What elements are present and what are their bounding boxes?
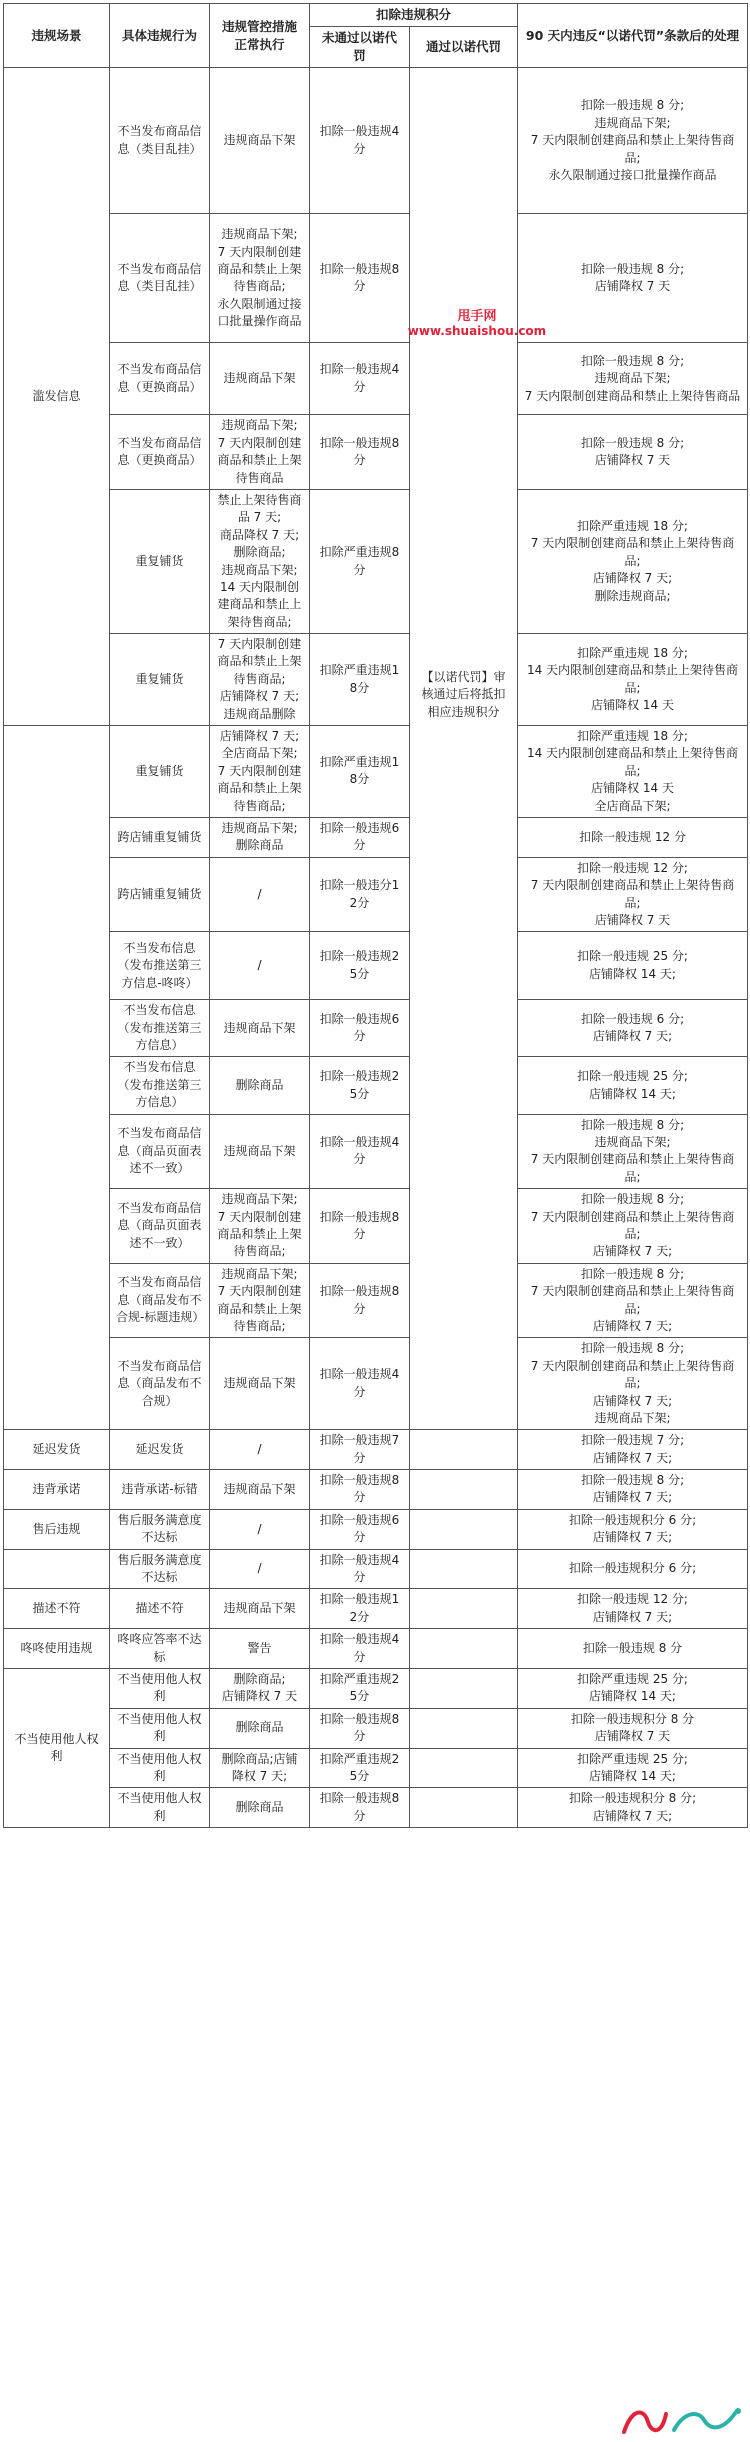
deduct-cell-text: 扣除严重违规18分 (319, 755, 400, 787)
behavior-cell-text: 不当使用他人权利 (117, 1711, 202, 1744)
deduct-cell-text: 扣除一般违规8分 (319, 1473, 400, 1505)
deduct-cell (310, 489, 410, 633)
control-cell (210, 634, 310, 726)
control-cell-text: / (257, 958, 262, 973)
control-cell (210, 415, 310, 490)
control-cell-text: 删除商品 (235, 1720, 284, 1735)
control-cell (210, 1114, 310, 1189)
deduct-cell-text: 扣除一般违规8分 (319, 1284, 400, 1316)
control-cell-text: 警告 (247, 1640, 272, 1655)
behavior-cell-text: 咚咚应答率不达标 (117, 1632, 202, 1664)
deduct-cell-text: 扣除一般违规8分 (319, 261, 400, 294)
corner-logo-icon (618, 2404, 746, 2438)
ninety-cell (518, 1000, 748, 1057)
table-row (4, 1338, 748, 1430)
ninety-cell (518, 1189, 748, 1264)
ninety-cell (518, 1430, 748, 1470)
table-row (4, 68, 748, 214)
ninety-cell (518, 1549, 748, 1589)
control-cell-text: / (257, 1441, 262, 1456)
ninety-cell (518, 214, 748, 343)
ninety-cell (518, 1788, 748, 1828)
ninety-cell-text: 扣除一般违规 8 分; 违规商品下架; 7 天内限制创建商品和禁止上架待售商品; (530, 1117, 735, 1184)
deduct-cell-text: 扣除一般违规6分 (319, 820, 400, 853)
pass-cell (410, 1549, 518, 1589)
table-row (4, 1189, 748, 1264)
table-row (4, 1549, 748, 1589)
control-cell-text: 店铺降权 7 天; 全店商品下架; 7 天内限制创建商品和禁止上架待售商品; (217, 729, 302, 813)
behavior-cell (110, 932, 210, 1000)
table-body (4, 68, 748, 1828)
deduct-cell-text: 扣除一般违规25分 (319, 949, 400, 981)
ninety-cell-text: 扣除一般违规积分 6 分; (568, 1561, 697, 1576)
ninety-cell-text: 扣除严重违规 25 分; 店铺降权 14 天; (577, 1751, 688, 1783)
table-row (4, 1788, 748, 1828)
behavior-cell-text: 不当发布商品信息（商品页面表述不一致） (117, 1200, 202, 1250)
control-cell (210, 1470, 310, 1510)
deduct-cell (310, 1338, 410, 1430)
ninety-cell (518, 1338, 748, 1430)
behavior-cell-text: 不当发布商品信息（类目乱挂） (117, 261, 202, 294)
ninety-cell (518, 1668, 748, 1708)
behavior-cell-text: 不当发布商品信息（更换商品） (117, 362, 202, 394)
control-cell (210, 932, 310, 1000)
pass-cell (410, 1509, 518, 1549)
deduct-cell (310, 68, 410, 214)
ninety-cell-text: 扣除一般违规 12 分; 店铺降权 7 天; (577, 1592, 688, 1624)
ninety-cell-text: 扣除严重违规 18 分; 14 天内限制创建商品和禁止上架待售商品; 店铺降权 14 天 全店商品下架; (526, 729, 739, 813)
control-cell (210, 1430, 310, 1470)
behavior-cell-text: 重复铺货 (135, 671, 184, 686)
behavior-cell-text: 不当发布商品信息（商品发布不合规） (117, 1358, 202, 1408)
deduct-cell (310, 1189, 410, 1264)
deduct-cell (310, 1708, 410, 1748)
header-scene: 违规场景 (4, 4, 110, 68)
ninety-cell (518, 817, 748, 857)
deduct-cell (310, 214, 410, 343)
deduct-cell-text: 扣除严重违规25分 (319, 1751, 400, 1783)
deduct-cell (310, 857, 410, 932)
ninety-cell-text: 扣除一般违规 8 分; 违规商品下架; 7 天内限制创建商品和禁止上架待售商品; 永久限制通过接口批量操作商品 (530, 98, 735, 182)
deduct-cell-text: 扣除一般违分12分 (319, 878, 400, 910)
behavior-cell-text: 不当发布商品信息（商品发布不合规-标题违规） (116, 1275, 205, 1325)
pass-cell (410, 1668, 518, 1708)
deduct-cell-text: 扣除严重违规25分 (319, 1671, 400, 1704)
control-cell-text: 7 天内限制创建商品和禁止上架待售商品; 店铺降权 7 天; 违规商品删除 (217, 637, 302, 721)
control-cell (210, 1629, 310, 1669)
header-row-top (4, 4, 748, 27)
ninety-cell-text: 扣除严重违规 25 分; 店铺降权 14 天; (577, 1671, 688, 1704)
behavior-cell (110, 817, 210, 857)
pass-merged-text: 【以诺代罚】审核通过后将抵扣相应违规积分 (421, 669, 506, 719)
control-cell (210, 489, 310, 633)
deduct-cell-text: 扣除一般违规6分 (319, 1012, 400, 1044)
behavior-cell-text: 不当发布商品信息（商品页面表述不一致） (117, 1126, 202, 1176)
behavior-cell (110, 1470, 210, 1510)
control-cell (210, 1748, 310, 1788)
ninety-cell-text: 扣除一般违规 8 分; 7 天内限制创建商品和禁止上架待售商品; 店铺降权 7 天; 违规商品下架; (530, 1341, 735, 1425)
control-cell-text: 违规商品下架 (223, 1376, 296, 1391)
behavior-cell (110, 1589, 210, 1629)
behavior-cell-text: 不当发布商品信息（类目乱挂） (117, 124, 202, 156)
control-cell-text: 删除商品; 店铺降权 7 天 (221, 1671, 298, 1704)
behavior-cell-text: 跨店铺重复铺货 (117, 886, 202, 901)
deduct-cell-text: 扣除一般违规6分 (319, 1512, 400, 1545)
deduct-cell (310, 1114, 410, 1189)
scene-cell (4, 1549, 110, 1589)
control-cell-text: / (257, 1521, 262, 1536)
header-control: 违规管控措施正常执行 (210, 4, 310, 68)
ninety-cell (518, 415, 748, 490)
behavior-cell (110, 343, 210, 415)
deduct-cell-text: 扣除一般违规4分 (319, 362, 400, 394)
behavior-cell-text: 不当发布商品信息（更换商品） (117, 435, 202, 468)
header-deduct-not-passed: 未通过以诺代罚 (310, 27, 410, 68)
header-deduct-passed: 通过以诺代罚 (410, 27, 518, 68)
scene-cell: 违背承诺 (4, 1470, 110, 1510)
deduct-cell (310, 1788, 410, 1828)
table-row (4, 634, 748, 726)
control-cell-text: 违规商品下架 (223, 1481, 296, 1496)
scene-cell: 售后违规 (4, 1509, 110, 1549)
control-cell-text: 删除商品 (235, 1077, 284, 1092)
behavior-cell (110, 1668, 210, 1708)
deduct-cell-text: 扣除一般违规4分 (319, 1367, 400, 1399)
behavior-cell (110, 214, 210, 343)
table-row (4, 214, 748, 343)
deduct-cell-text: 扣除严重违规8分 (319, 545, 400, 577)
ninety-cell (518, 489, 748, 633)
pass-cell (410, 1470, 518, 1510)
table-row (4, 415, 748, 490)
table-row (4, 343, 748, 415)
ninety-cell (518, 634, 748, 726)
control-cell-text: 违规商品下架; 7 天内限制创建商品和禁止上架待售商品; (217, 1192, 302, 1259)
control-cell-text: / (257, 1561, 262, 1576)
pass-cell (410, 1788, 518, 1828)
table-row (4, 817, 748, 857)
scene-cell: 滥发信息 (4, 68, 110, 726)
behavior-cell-text: 不当使用他人权利 (117, 1751, 202, 1783)
behavior-cell (110, 415, 210, 490)
control-cell (210, 1668, 310, 1708)
table-row (4, 1000, 748, 1057)
pass-cell (410, 1629, 518, 1669)
behavior-cell (110, 1114, 210, 1189)
header-behavior: 具体违规行为 (110, 4, 210, 68)
table-row (4, 726, 748, 818)
behavior-cell-text: 售后服务满意度不达标 (117, 1552, 202, 1585)
deduct-cell (310, 1549, 410, 1589)
ninety-cell-text: 扣除一般违规 7 分; 店铺降权 7 天; (580, 1433, 685, 1465)
deduct-cell-text: 扣除一般违规4分 (319, 1552, 400, 1585)
table-row (4, 1114, 748, 1189)
ninety-cell (518, 1708, 748, 1748)
deduct-cell-text: 扣除一般违规4分 (319, 1632, 400, 1664)
table-row (4, 489, 748, 633)
behavior-cell (110, 1788, 210, 1828)
ninety-cell-text: 扣除一般违规 8 分; 店铺降权 7 天 (580, 435, 685, 468)
ninety-cell-text: 扣除一般违规 8 分; 店铺降权 7 天; (580, 1473, 685, 1505)
ninety-cell-text: 扣除一般违规 8 分; 店铺降权 7 天 (580, 261, 685, 294)
behavior-cell-text: 不当使用他人权利 (117, 1671, 202, 1704)
control-cell-text: 禁止上架待售商品 7 天; 商品降权 7 天; 删除商品; 违规商品下架; 14 天内限制创建商品和禁止上架待售商品; (217, 492, 302, 629)
ninety-cell (518, 343, 748, 415)
ninety-cell (518, 1470, 748, 1510)
deduct-cell-text: 扣除一般违规8分 (319, 1711, 400, 1744)
deduct-cell (310, 1470, 410, 1510)
deduct-cell (310, 1000, 410, 1057)
ninety-cell (518, 1057, 748, 1114)
ninety-cell (518, 1589, 748, 1629)
control-cell (210, 1549, 310, 1589)
pass-cell (410, 1708, 518, 1748)
ninety-cell-text: 扣除一般违规积分 8 分; 店铺降权 7 天; (568, 1791, 697, 1823)
control-cell-text: 违规商品下架 (223, 371, 296, 386)
behavior-cell-text: 描述不符 (135, 1601, 184, 1616)
ninety-cell (518, 932, 748, 1000)
behavior-cell (110, 1189, 210, 1264)
deduct-cell (310, 1629, 410, 1669)
behavior-cell-text: 不当发布信息（发布推送第三方信息-咚咚） (117, 940, 202, 990)
deduct-cell-text: 扣除一般违规7分 (319, 1433, 400, 1465)
behavior-cell-text: 跨店铺重复铺货 (117, 829, 202, 844)
control-cell (210, 1708, 310, 1748)
scene-cell: 描述不符 (4, 1589, 110, 1629)
control-cell (210, 1338, 310, 1430)
pass-cell (410, 1589, 518, 1629)
behavior-cell-text: 不当发布信息（发布推送第三方信息） (117, 1003, 202, 1053)
deduct-cell (310, 1263, 410, 1338)
behavior-cell (110, 1629, 210, 1669)
deduct-cell (310, 415, 410, 490)
table-row (4, 1263, 748, 1338)
table-row (4, 1589, 748, 1629)
scene-cell: 不当使用他人权利 (4, 1668, 110, 1827)
deduct-cell (310, 932, 410, 1000)
table-row (4, 1470, 748, 1510)
behavior-cell (110, 726, 210, 818)
violation-rules-table (3, 3, 748, 1828)
watermark-url: www.shuaishou.com (407, 324, 547, 338)
deduct-cell (310, 1430, 410, 1470)
table-row (4, 1509, 748, 1549)
behavior-cell-text: 违背承诺-标错 (121, 1481, 198, 1496)
ninety-cell (518, 1509, 748, 1549)
deduct-cell-text: 扣除一般违规8分 (319, 435, 400, 468)
table-row (4, 1668, 748, 1708)
ninety-cell (518, 68, 748, 214)
control-cell (210, 817, 310, 857)
control-cell-text: 删除商品;店铺降权 7 天; (221, 1751, 298, 1783)
behavior-cell (110, 857, 210, 932)
table-row (4, 1629, 748, 1669)
ninety-cell-text: 扣除一般违规 12 分 (579, 829, 686, 844)
deduct-cell (310, 634, 410, 726)
control-cell-text: 违规商品下架 (223, 1601, 296, 1616)
ninety-cell (518, 1263, 748, 1338)
ninety-cell-text: 扣除一般违规 8 分; 7 天内限制创建商品和禁止上架待售商品; 店铺降权 7 天; (530, 1266, 735, 1333)
control-cell (210, 1000, 310, 1057)
table-row (4, 1748, 748, 1788)
deduct-cell (310, 1057, 410, 1114)
ninety-cell-text: 扣除一般违规积分 8 分 店铺降权 7 天 (570, 1711, 695, 1744)
control-cell-text: 违规商品下架; 删除商品 (221, 820, 298, 853)
control-cell (210, 1263, 310, 1338)
behavior-cell (110, 1549, 210, 1589)
table-row (4, 857, 748, 932)
header-ninety-days: 90 天内违反“以诺代罚”条款后的处理 (518, 4, 748, 68)
scene-cell (4, 726, 110, 1430)
control-cell-text: 违规商品下架; 7 天内限制创建商品和禁止上架待售商品 (217, 418, 302, 485)
behavior-cell-text: 重复铺货 (135, 763, 184, 778)
scene-cell: 延迟发货 (4, 1430, 110, 1470)
control-cell-text: 违规商品下架 (223, 133, 296, 148)
behavior-cell (110, 1263, 210, 1338)
deduct-cell (310, 817, 410, 857)
behavior-cell (110, 1748, 210, 1788)
control-cell (210, 1589, 310, 1629)
behavior-cell-text: 售后服务满意度不达标 (117, 1512, 202, 1545)
behavior-cell-text: 延迟发货 (135, 1441, 184, 1456)
deduct-cell-text: 扣除一般违规4分 (319, 124, 400, 156)
behavior-cell-text: 不当使用他人权利 (117, 1791, 202, 1823)
ninety-cell-text: 扣除一般违规 12 分; 7 天内限制创建商品和禁止上架待售商品; 店铺降权 7 天 (530, 860, 735, 927)
ninety-cell (518, 1748, 748, 1788)
behavior-cell (110, 68, 210, 214)
behavior-cell (110, 489, 210, 633)
behavior-cell (110, 1509, 210, 1549)
deduct-cell (310, 1589, 410, 1629)
ninety-cell-text: 扣除一般违规 8 分; 违规商品下架; 7 天内限制创建商品和禁止上架待售商品 (524, 353, 741, 403)
watermark-title: 甩手网 (457, 309, 497, 324)
control-cell (210, 1189, 310, 1264)
deduct-cell-text: 扣除严重违规18分 (319, 663, 400, 695)
control-cell-text: 违规商品下架 (223, 1020, 296, 1035)
behavior-cell (110, 634, 210, 726)
ninety-cell (518, 1629, 748, 1669)
pass-cell (410, 1748, 518, 1788)
scene-cell: 咚咚使用违规 (4, 1629, 110, 1669)
deduct-cell-text: 扣除一般违规8分 (319, 1791, 400, 1823)
table-row (4, 932, 748, 1000)
deduct-cell (310, 343, 410, 415)
behavior-cell-text: 重复铺货 (135, 553, 184, 568)
deduct-cell-text: 扣除一般违规4分 (319, 1135, 400, 1167)
deduct-cell (310, 726, 410, 818)
ninety-cell (518, 1114, 748, 1189)
deduct-cell (310, 1509, 410, 1549)
control-cell (210, 857, 310, 932)
ninety-cell-text: 扣除一般违规 6 分; 店铺降权 7 天; (580, 1012, 685, 1044)
ninety-cell-text: 扣除严重违规 18 分; 14 天内限制创建商品和禁止上架待售商品; 店铺降权 14 天 (526, 645, 739, 712)
ninety-cell-text: 扣除一般违规 25 分; 店铺降权 14 天; (577, 949, 688, 981)
control-cell-text: 违规商品下架; 7 天内限制创建商品和禁止上架待售商品; 永久限制通过接口批量操作商品 (217, 227, 302, 329)
deduct-cell-text: 扣除一般违规25分 (319, 1069, 400, 1101)
deduct-cell-text: 扣除一般违规12分 (319, 1592, 400, 1624)
control-cell (210, 1057, 310, 1114)
behavior-cell (110, 1708, 210, 1748)
ninety-cell-text: 扣除严重违规 18 分; 7 天内限制创建商品和禁止上架待售商品; 店铺降权 7 天; 删除违规商品; (530, 519, 735, 603)
control-cell (210, 343, 310, 415)
control-cell-text: / (257, 886, 262, 901)
deduct-cell (310, 1668, 410, 1708)
ninety-cell (518, 726, 748, 818)
control-cell (210, 726, 310, 818)
control-cell (210, 68, 310, 214)
control-cell-text: 违规商品下架 (223, 1143, 296, 1158)
ninety-cell-text: 扣除一般违规 8 分 (582, 1640, 683, 1655)
behavior-cell-text: 不当发布信息（发布推送第三方信息） (117, 1060, 202, 1110)
behavior-cell (110, 1338, 210, 1430)
table-row (4, 1708, 748, 1748)
control-cell-text: 违规商品下架; 7 天内限制创建商品和禁止上架待售商品; (217, 1266, 302, 1333)
ninety-cell-text: 扣除一般违规 25 分; 店铺降权 14 天; (577, 1069, 688, 1101)
control-cell (210, 1509, 310, 1549)
ninety-cell (518, 857, 748, 932)
behavior-cell (110, 1430, 210, 1470)
ninety-cell-text: 扣除一般违规积分 6 分; 店铺降权 7 天; (568, 1512, 697, 1545)
table-row (4, 1430, 748, 1470)
behavior-cell (110, 1000, 210, 1057)
control-cell (210, 1788, 310, 1828)
control-cell-text: 删除商品 (235, 1800, 284, 1815)
ninety-cell-text: 扣除一般违规 8 分; 7 天内限制创建商品和禁止上架待售商品; 店铺降权 7 天; (530, 1192, 735, 1259)
pass-cell (410, 1430, 518, 1470)
control-cell (210, 214, 310, 343)
behavior-cell (110, 1057, 210, 1114)
header-deduct: 扣除违规积分 (310, 4, 518, 27)
pass-merged-cell (410, 68, 518, 1430)
deduct-cell (310, 1748, 410, 1788)
table-row (4, 1057, 748, 1114)
deduct-cell-text: 扣除一般违规8分 (319, 1209, 400, 1241)
